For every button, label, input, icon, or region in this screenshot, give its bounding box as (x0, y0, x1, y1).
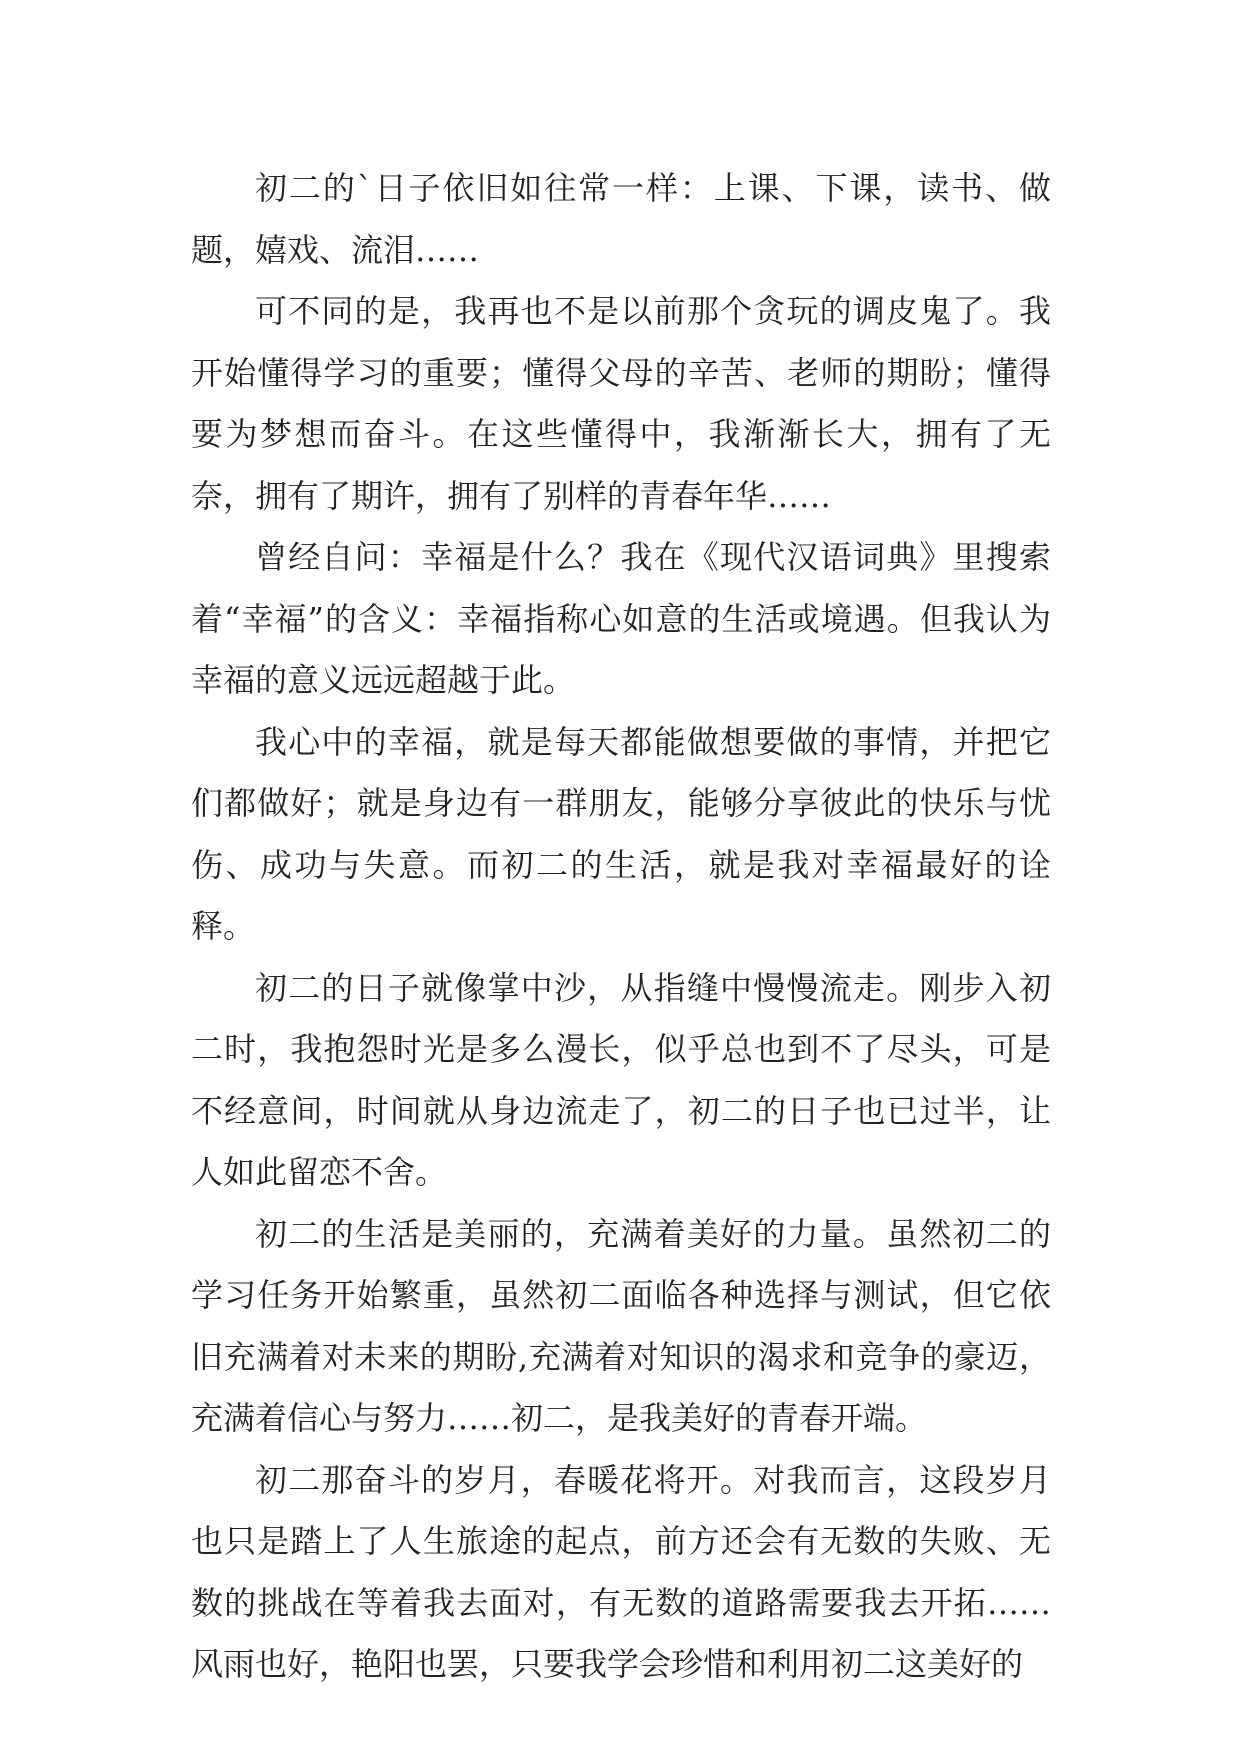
paragraph-5: 初二的日子就像掌中沙，从指缝中慢慢流走。刚步入初二时，我抱怨时光是多么漫长，似乎总也到不了尽头，可是不经意间，时间就从身边流走了，初二的日子也已过半，让人如此留恋不舍。 (191, 968, 1051, 1191)
paragraph-4: 我心中的幸福，就是每天都能做想要做的事情，并把它们都做好；就是身边有一群朋友，能够分享彼此的快乐与忧伤、成功与失意。而初二的生活，就是我对幸福最好的诠释。 (191, 722, 1051, 945)
paragraph-6: 初二的生活是美丽的，充满着美好的力量。虽然初二的学习任务开始繁重，虽然初二面临各种选择与测试，但它依旧充满着对未来的期盼,充满着对知识的渴求和竞争的豪迈，充满着信心与努力……初二，是我美好的青春开端。 (191, 1214, 1051, 1437)
document-body (191, 158, 1051, 1696)
paragraph-2: 可不同的是，我再也不是以前那个贪玩的调皮鬼了。我开始懂得学习的重要；懂得父母的辛苦、老师的期盼；懂得要为梦想而奋斗。在这些懂得中，我渐渐长大，拥有了无奈，拥有了期许，拥有了别样的青春年华…… (191, 292, 1051, 515)
paragraph-3: 曾经自问：幸福是什么？我在《现代汉语词典》里搜索着“幸福”的含义：幸福指称心如意的生活或境遇。但我认为幸福的意义远远超越于此。 (191, 538, 1051, 699)
paragraph-1: 初二的`日子依旧如往常一样：上课、下课，读书、做题，嬉戏、流泪…… (191, 169, 1051, 269)
paragraph-7: 初二那奋斗的岁月，春暖花将开。对我而言，这段岁月也只是踏上了人生旅途的起点，前方还会有无数的失败、无数的挑战在等着我去面对，有无数的道路需要我去开拓……风雨也好，艳阳也罢，只要我学会珍惜和利用初二这美好的 (191, 1460, 1051, 1683)
